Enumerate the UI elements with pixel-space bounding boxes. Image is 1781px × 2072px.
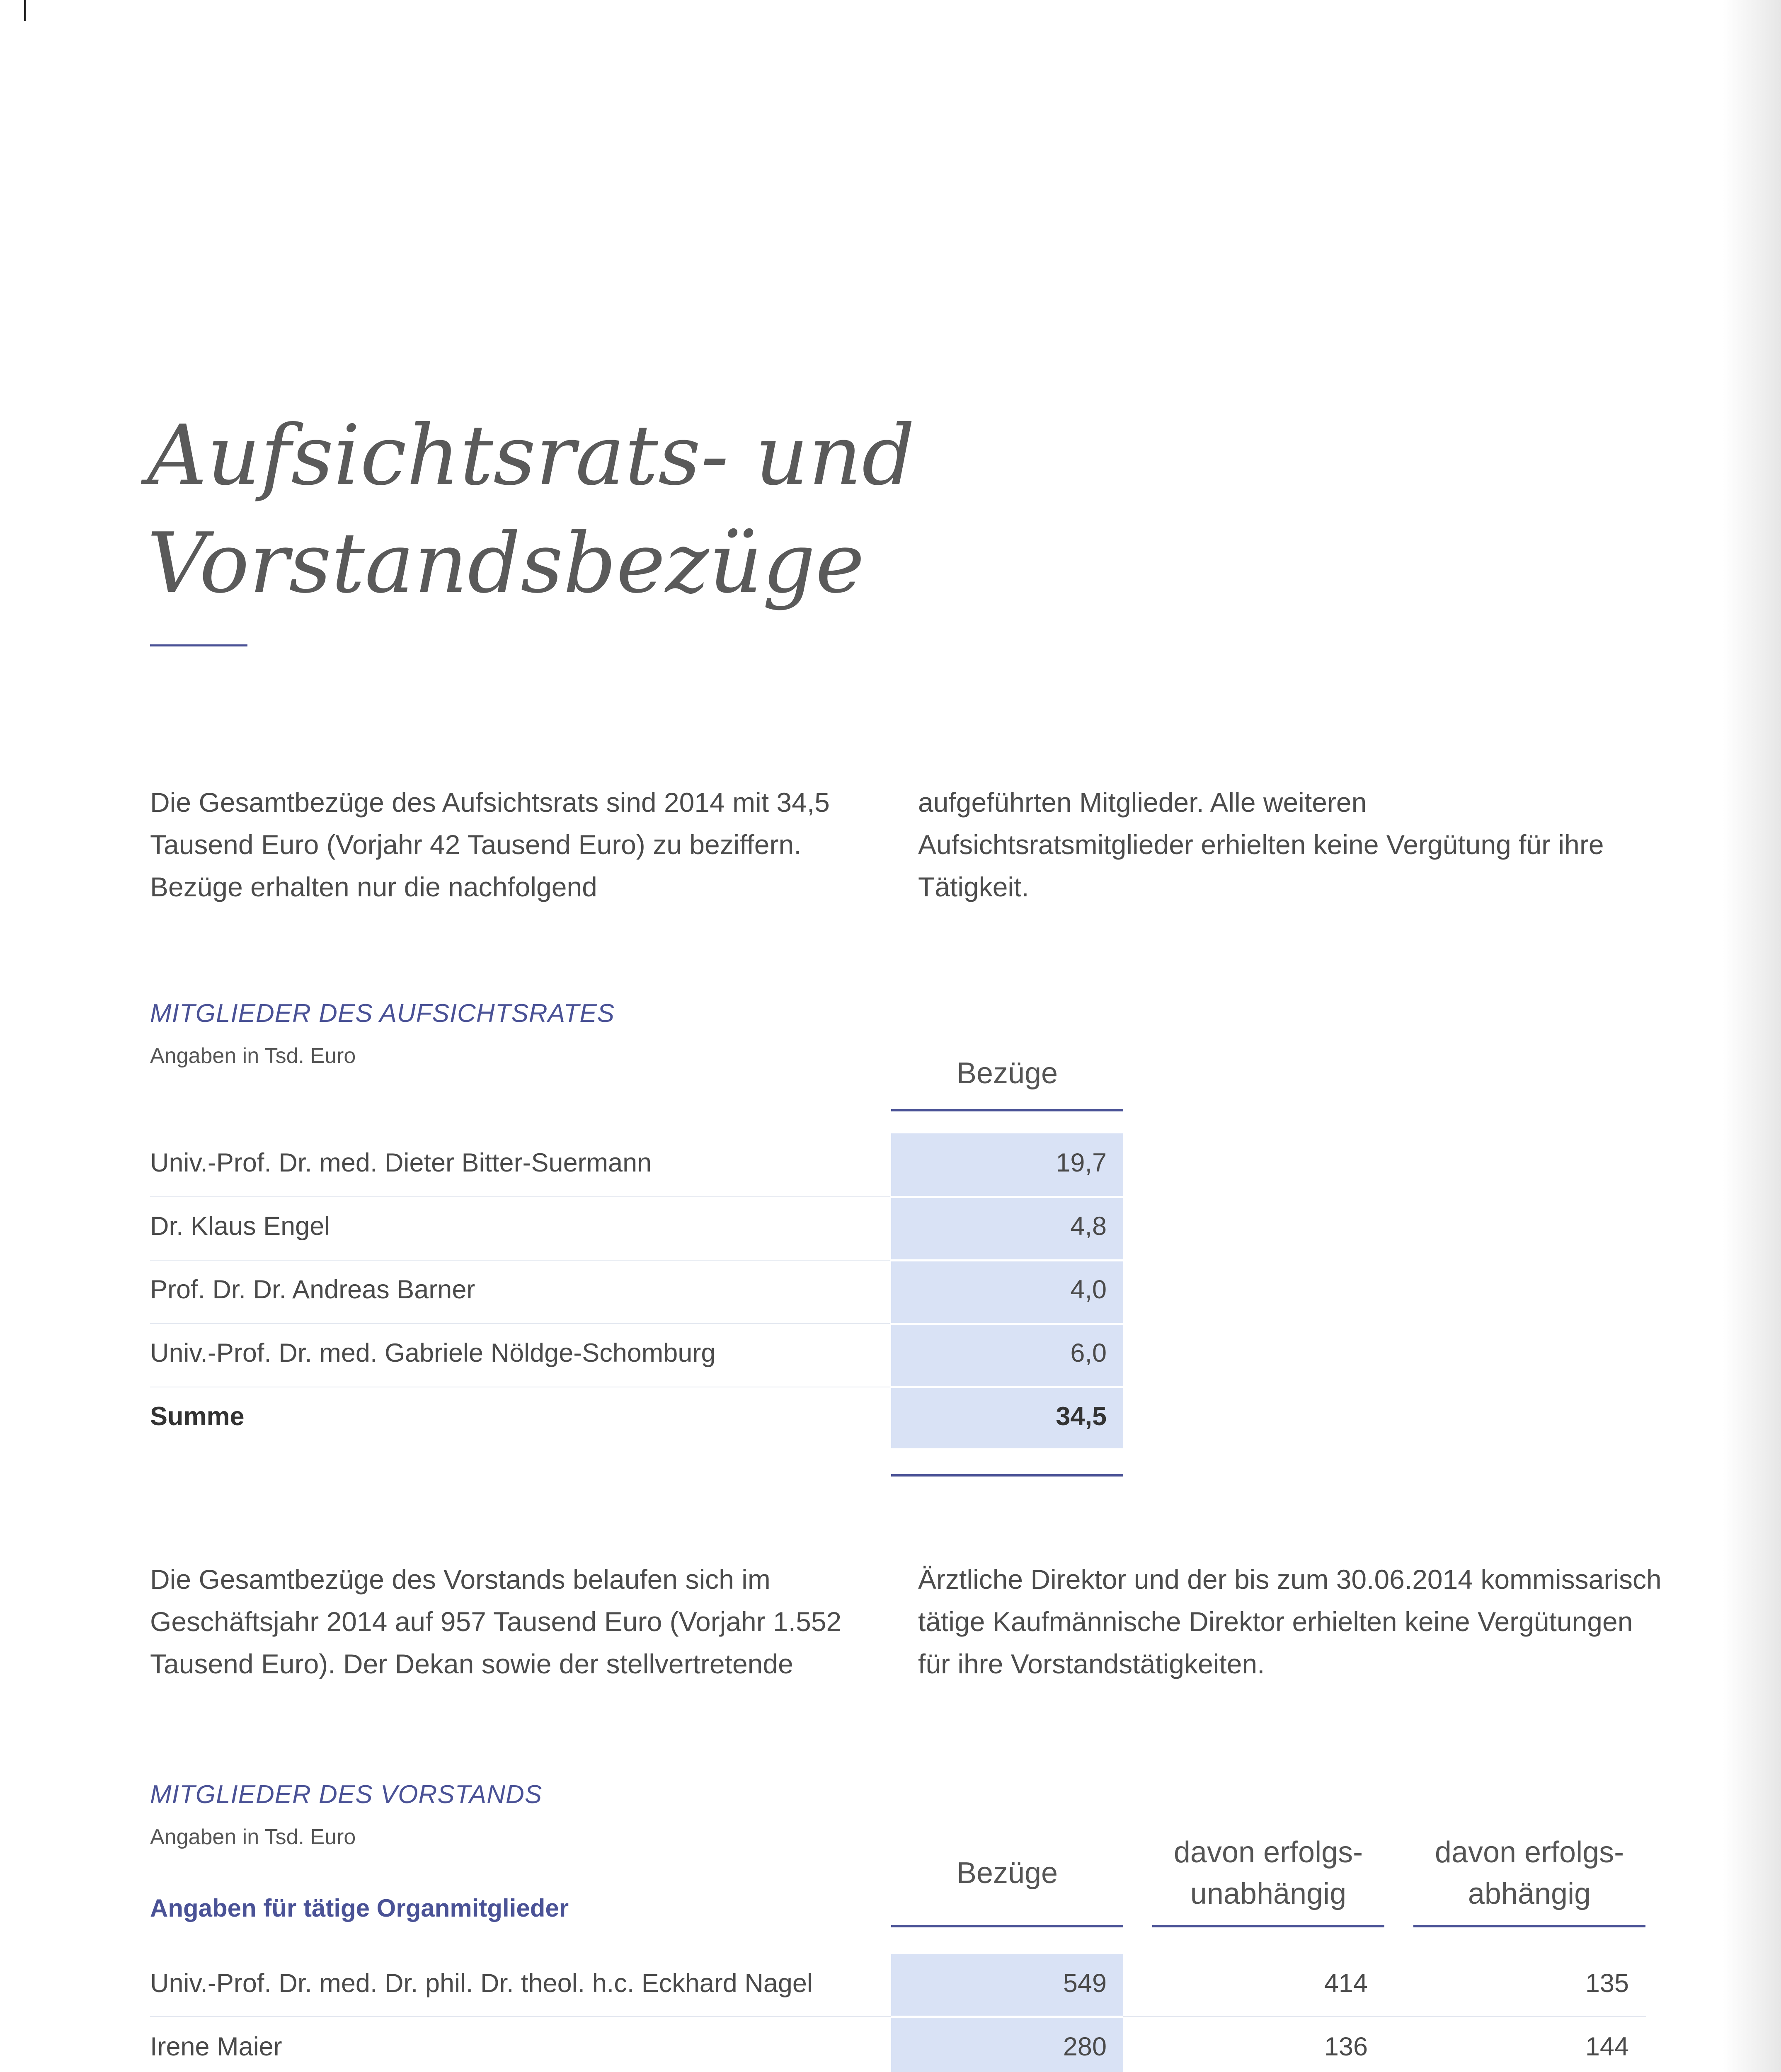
table-row-unabhaengig: 136 xyxy=(1324,2032,1368,2061)
board-paragraph-right: Ärztliche Direktor und der bis zum 30.06.2014 kommissarisch tätige Kaufmännische Direktor erhielten keine Vergütungen für ihre Vorstandstätigkeiten. xyxy=(918,1564,1662,1679)
title-underline xyxy=(150,644,247,646)
page-edge-shadow xyxy=(1723,0,1781,2072)
table2-header-rule xyxy=(1413,1925,1645,1927)
table2-header-unabhaengig xyxy=(1152,1832,1384,1915)
row-divider xyxy=(891,2016,1123,2018)
row-divider xyxy=(891,1259,1123,1261)
row-divider xyxy=(150,1196,890,1197)
table2-header-abhaengig-line2: abhängig xyxy=(1468,1877,1591,1910)
table2-subtitle: Angaben in Tsd. Euro xyxy=(150,1825,356,1849)
row-divider xyxy=(891,1323,1123,1325)
board-paragraph-left: Die Gesamtbezüge des Vorstands belaufen sich im Geschäftsjahr 2014 auf 957 Tausend Euro (Vorjahr 1.552 Tausend Euro). Der Dekan sowie der stellvertretende xyxy=(150,1564,842,1679)
table1-header-rule xyxy=(891,1109,1123,1111)
table1-footer-rule xyxy=(891,1474,1123,1477)
table-row-name: Univ.-Prof. Dr. med. Dr. phil. Dr. theol. h.c. Eckhard Nagel xyxy=(150,1969,813,1998)
table2-header-abhaengig xyxy=(1413,1832,1645,1915)
table-row-value: 4,8 xyxy=(1070,1212,1107,1241)
table1-title: MITGLIEDER DES AUFSICHTSRATES xyxy=(150,999,615,1028)
table-row-name: Irene Maier xyxy=(150,2032,282,2061)
table-row-value: 19,7 xyxy=(1056,1148,1107,1177)
table-row-bezuege: 549 xyxy=(1063,1969,1107,1998)
table1-total-label: Summe xyxy=(150,1402,245,1431)
table1-header-bezuege: Bezüge xyxy=(956,1057,1058,1090)
page-title-line-1: Aufsichtsrats- und xyxy=(147,407,915,504)
table-row-bezuege: 280 xyxy=(1063,2032,1107,2061)
page-title xyxy=(147,402,915,617)
table2-header-unabhaengig-line1: davon erfolgs- xyxy=(1173,1836,1363,1869)
table1-total-value: 34,5 xyxy=(1056,1402,1107,1431)
table-row-name: Univ.-Prof. Dr. med. Dieter Bitter-Suermann xyxy=(150,1148,652,1177)
row-divider xyxy=(891,1196,1123,1198)
table-row-name: Prof. Dr. Dr. Andreas Barner xyxy=(150,1275,475,1304)
table-row-name: Dr. Klaus Engel xyxy=(150,1212,330,1241)
row-divider xyxy=(150,1323,890,1324)
table-row-value: 6,0 xyxy=(1070,1339,1107,1368)
table2-header-unabhaengig-line2: unabhängig xyxy=(1190,1877,1347,1910)
scan-mark xyxy=(24,0,26,21)
table2-header-rule xyxy=(891,1925,1123,1927)
table-row-value: 4,0 xyxy=(1070,1275,1107,1304)
page-title-line-2: Vorstandsbezüge xyxy=(147,515,865,612)
table1-subtitle: Angaben in Tsd. Euro xyxy=(150,1044,356,1068)
table2-title: MITGLIEDER DES VORSTANDS xyxy=(150,1780,543,1809)
intro-paragraph-left: Die Gesamtbezüge des Aufsichtsrats sind 2014 mit 34,5 Tausend Euro (Vorjahr 42 Tausend Euro) zu beziffern. Bezüge erhalten nur die nachfolgend xyxy=(150,787,830,902)
intro-paragraph-right: aufgeführten Mitglieder. Alle weiteren Aufsichtsratsmitglieder erhielten keine Vergütung für ihre Tätigkeit. xyxy=(918,787,1604,902)
row-divider xyxy=(891,1386,1123,1388)
table-row-abhaengig: 135 xyxy=(1585,1969,1629,1998)
table2-header-abhaengig-line1: davon erfolgs- xyxy=(1434,1836,1624,1869)
table2-header-bezuege: Bezüge xyxy=(956,1857,1058,1890)
table-row-abhaengig: 144 xyxy=(1585,2032,1629,2061)
table2-group-heading: Angaben für tätige Organmitglieder xyxy=(150,1894,569,1922)
table2-header-rule xyxy=(1152,1925,1384,1927)
row-divider xyxy=(150,1260,890,1261)
table-row-unabhaengig: 414 xyxy=(1324,1969,1368,1998)
table-row-name: Univ.-Prof. Dr. med. Gabriele Nöldge-Schomburg xyxy=(150,1339,716,1368)
